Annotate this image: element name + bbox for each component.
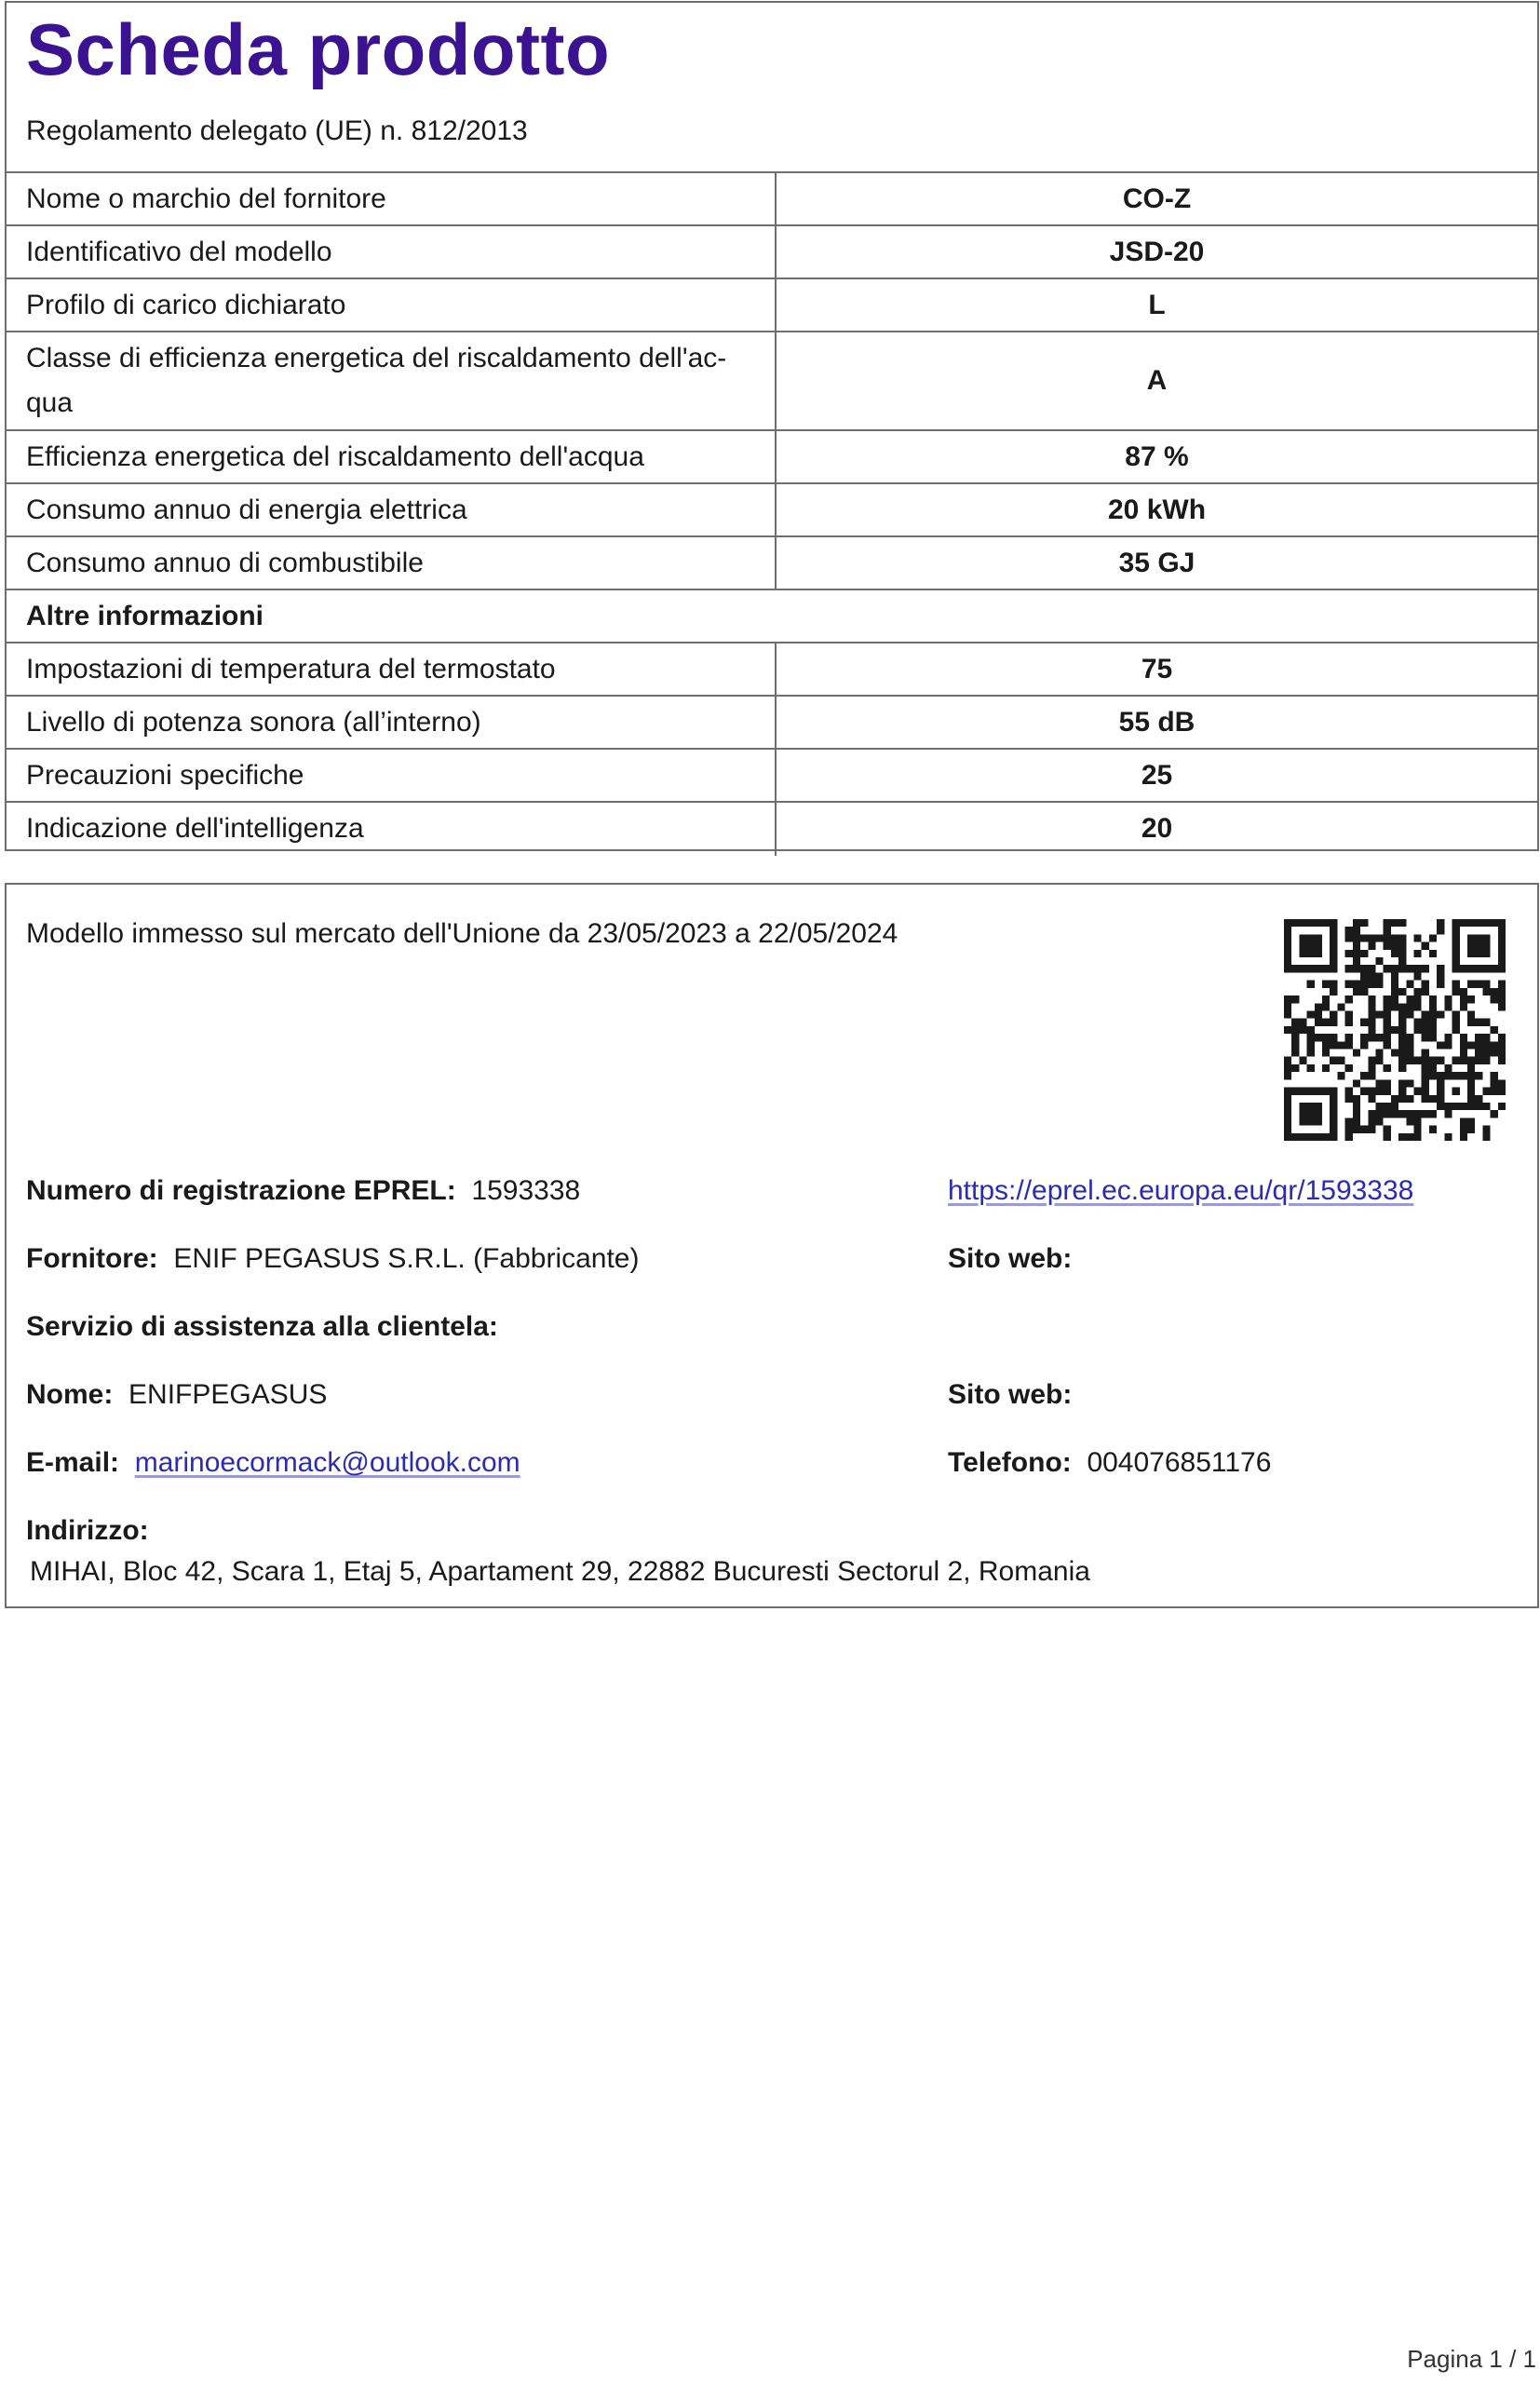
row-label: Precauzioni specifiche [26,760,304,791]
row-label: Indicazione dell'intelligenza [26,813,364,844]
row-value: L [1148,290,1166,320]
email-label: E-mail: [26,1447,120,1478]
row-label: Identificativo del modello [26,237,332,267]
row-label: Nome o marchio del fornitore [26,183,386,214]
row-label-line2: qua [26,387,74,418]
page-title: Scheda prodotto [26,8,611,90]
table-row [7,537,1537,590]
table-section-row [7,590,1537,643]
table-row [7,750,1537,803]
qr-code-icon[interactable] [1284,919,1506,1141]
info-box [5,883,1539,1608]
row-label: Livello di potenza sonora (all’interno) [26,707,481,738]
eprel-number: 1593338 [471,1175,581,1206]
service-website-label: Sito web: [948,1379,1073,1410]
row-value: 25 [1141,760,1173,791]
row-value: 20 kWh [1107,494,1207,525]
website-label: Sito web: [948,1243,1073,1274]
table-row [7,484,1537,537]
eprel-link[interactable]: https://eprel.ec.europa.eu/qr/1593338 [948,1175,1414,1206]
market-period-text: Modello immesso sul mercato dell'Unione da 23/05/2023 a 22/05/2024 [26,918,898,949]
address-label: Indirizzo: [26,1515,149,1546]
eprel-row [26,1172,580,1210]
supplier-value: ENIF PEGASUS S.R.L. (Fabbricante) [173,1243,640,1274]
supplier-label: Fornitore: [26,1243,158,1274]
table-row [7,697,1537,750]
email-row [26,1444,520,1482]
table-row [7,332,1537,431]
row-value: 55 dB [1118,707,1196,738]
product-sheet-box [5,1,1539,851]
table-row [7,431,1537,484]
row-value: 87 % [1125,441,1189,472]
eprel-label: Numero di registrazione EPREL: [26,1175,456,1206]
table-row [7,803,1537,856]
table-row [7,279,1537,332]
phone-value: 004076851176 [1087,1447,1272,1478]
address-value: MIHAI, Bloc 42, Scara 1, Etaj 5, Apartament 29, 22882 Bucuresti Sectorul 2, Romania [30,1556,1090,1587]
row-value: 75 [1141,654,1173,684]
row-value: 35 GJ [1118,548,1196,578]
product-table [7,171,1537,856]
row-label: Consumo annuo di combustibile [26,548,424,578]
row-label: Consumo annuo di energia elettrica [26,494,467,525]
row-label: Impostazioni di temperatura del termostato [26,654,556,684]
email-link[interactable]: marinoecormack@outlook.com [134,1447,520,1478]
row-value: JSD-20 [1109,237,1205,267]
table-row [7,643,1537,697]
row-label: Profilo di carico dichiarato [26,290,346,320]
phone-label: Telefono: [948,1447,1072,1478]
supplier-row [26,1240,639,1278]
table-row [7,173,1537,226]
phone-row [948,1444,1271,1482]
page-number: Pagina 1 / 1 [1407,2345,1536,2373]
row-label [26,336,752,426]
customer-service-label: Servizio di assistenza alla clientela: [26,1311,498,1342]
row-value: 20 [1141,813,1173,844]
regulation-text: Regolamento delegato (UE) n. 812/2013 [26,115,528,146]
section-label: Altre informazioni [26,601,264,631]
table-row [7,226,1537,279]
row-label-line1: Classe di efficienza energetica del riscaldamento dell'ac- [26,343,727,373]
name-label: Nome: [26,1379,114,1410]
row-label: Efficienza energetica del riscaldamento dell'acqua [26,441,644,472]
row-value: A [1146,365,1168,396]
name-value: ENIFPEGASUS [128,1379,328,1410]
row-value: CO-Z [1122,183,1192,214]
contact-name-row [26,1376,327,1414]
